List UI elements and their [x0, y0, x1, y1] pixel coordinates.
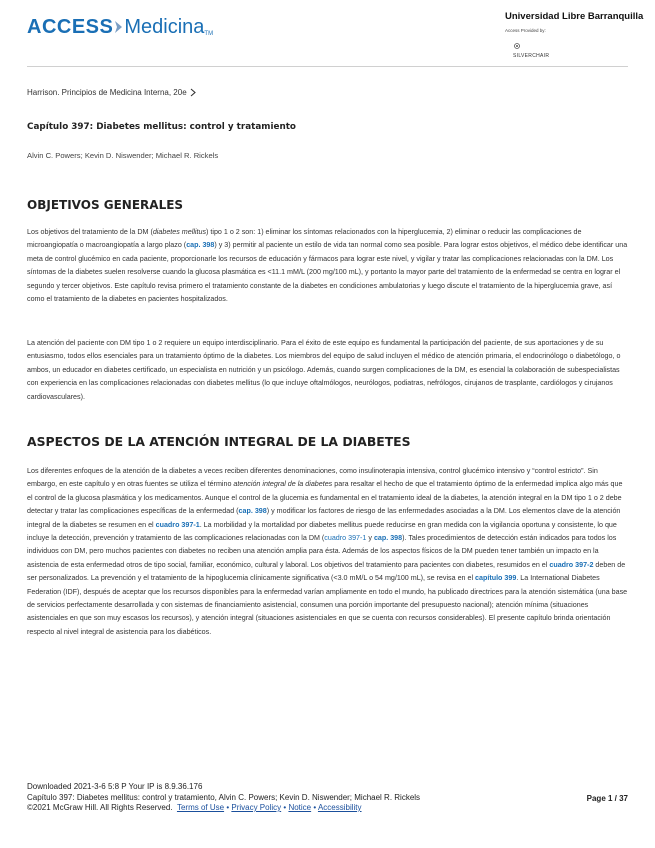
paragraph-text: ) y 3) permitir al paciente un estilo de vida tan normal como sea posible. Para lograr estos objetivos, el médico debe identificar una meta de control glucémico en cada paciente, proporcionarle los recursos de educación y fármacos para lograr este nivel, y vigilar y tratar las complicaciones relacionadas con la DM. Los síntomas de la diabetes suelen resolverse cuando la glucosa plasmática es <11.1 mM/L (200 mg/100 mL), y portanto la mayor parte del tratamiento de la enfermedad se centra en lograr el segundo y tercer objetivos. Este capítulo revisa primero el tratamiento constante de la diabetes en condiciones ambulatorias y luego discute el tratamiento de la hiperglucemia grave, así como el tratamiento de la diabetes en pacientes hospitalizados.	[27, 241, 628, 304]
cross-reference-link[interactable]: cap. 398	[373, 534, 403, 543]
paragraph-text: para resaltar el hecho de que el tratamiento óptimo de la enfermedad implica algo más que el control de la glucosa plasmática y los medicamentos. Aunque el control de la glucemia es fundamental en el tratamiento ideal de la diabetes, la atención integral en la DM tipo 1 o 2 debe detectar y tratar las complicaciones específicas de la enfermedad (	[27, 480, 623, 516]
provider-logo	[513, 34, 643, 59]
paragraph-text: deben de ser personalizados. La prevención y el tratamiento de la hipoglucemia clínicamente significativa (<3.0 mM/L o 54 mg/100 mL), se revisa en el	[27, 560, 626, 583]
page-footer	[27, 782, 628, 814]
cross-reference-link[interactable]: cuadro 397-1	[155, 520, 200, 529]
footer-separator: •	[226, 803, 230, 812]
cross-reference-link[interactable]: cuadro 397-2	[549, 560, 594, 569]
access-provided-by: Access Provided by:	[505, 28, 546, 33]
logo-access-text: ACCESS	[27, 15, 114, 38]
paragraph-text: . La morbilidad y la mortalidad por diabetes mellitus puede reducirse en gran medida con la vigilancia oportuna y consistente, lo que incluye la detección, prevención y tratamiento de las complicaciones relacionadas con la DM (	[27, 520, 617, 543]
italic-term: atención integral de la diabetes	[233, 480, 333, 489]
paragraph-text: ). Tales procedimientos de detección están indicados para todos los individuos con DM, pero muchos pacientes con diabetes no reciben una atención amplia para ésta. Además de los aspectos físicos de la DM pueden tener también un impacto en la asistencia de esta enfermedad otros de tipo social, familiar, económico, cultural y laboral. Los objetivos del tratamiento para pacientes con diabetes, resumidos en el	[27, 534, 617, 569]
download-info: Downloaded 2021-3-6 5:8 P Your IP is 8.9.36.176	[27, 782, 203, 791]
chapter-authors: Alvin C. Powers; Kevin D. Niswender; Michael R. Rickels	[27, 151, 219, 160]
accessmedicina-logo[interactable]	[27, 12, 213, 42]
paragraph-text: . La International Diabetes Federation (IDF), después de aceptar que los recursos disponibles para la enfermedad varían ampliamente en todo el mundo, ha publicado directrices para la atención sistemática (una base de servicios perfectamente desarrollada y con sistemas de financiamiento asistencial, consumen una porción importante del presupuesto nacional); atención mínima (situaciones asistenciales en que son muy escasos los recursos), y atención integral (situaciones asistenciales en que se cuenta con recursos considerables). El presente capítulo brinda orientación respecto al nivel integral de asistencia para los diabéticos.	[27, 574, 628, 636]
page-number: Page 1 / 37	[586, 794, 628, 803]
paragraph-text: y	[366, 534, 374, 543]
copyright-text: ©2021 McGraw Hill. All Rights Reserved.	[27, 803, 173, 812]
breadcrumb-book-title[interactable]: Harrison. Principios de Medicina Interna, 20e	[27, 88, 187, 97]
provider-emblem-icon	[513, 43, 521, 49]
logo-medicina-text: Medicina	[124, 15, 205, 38]
paragraph-aspectos-1	[27, 465, 628, 639]
privacy-policy-link[interactable]: Privacy Policy	[231, 803, 282, 812]
paragraph-text: ) tipo 1 o 2 son: 1) eliminar los síntomas relacionados con la hiperglucemia, 2) eliminar o reducir las complicaciones de microangiopatía o macroangiopatía a largo plazo (	[27, 228, 582, 250]
paragraph-text: Los diferentes enfoques de la atención de la diabetes a veces reciben diferentes denominaciones, como insulinoterapia intensiva, control glucémico intensivo y “control estricto”. Sin embargo, en este capítulo y en otras fuentes se utiliza el término	[27, 467, 598, 489]
paragraph-text: ) y modificar los factores de riesgo de las enfermedades asociadas a la DM. Los elementos clave de la atención integral de la diabetes se resumen en el	[27, 507, 621, 529]
section-heading-objetivos: OBJETIVOS GENERALES	[27, 198, 184, 212]
citation-line: Capítulo 397: Diabetes mellitus: control y tratamiento, Alvin C. Powers; Kevin D. Niswender; Michael R. Rickels	[27, 792, 421, 802]
section-heading-aspectos: ASPECTOS DE LA ATENCIÓN INTEGRAL DE LA DIABETES	[27, 434, 411, 449]
notice-link[interactable]: Notice	[288, 803, 312, 812]
cross-reference-link[interactable]: cap. 398	[238, 507, 267, 516]
chapter-title: Capítulo 397: Diabetes mellitus: control y tratamiento	[27, 122, 296, 132]
cross-reference-link[interactable]: capítulo 399	[475, 574, 517, 583]
provider-logo-text: SILVERCHAIR	[513, 53, 550, 59]
cross-reference-link[interactable]: cap. 398	[186, 241, 215, 250]
logo-trademark: TM	[204, 31, 214, 37]
institution-name: Universidad Libre Barranquilla	[505, 11, 644, 22]
terms-of-use-link[interactable]: Terms of Use	[176, 803, 225, 812]
paragraph-objetivos-1	[27, 226, 628, 306]
chevron-right-icon	[190, 88, 196, 97]
institution-block	[505, 11, 643, 59]
breadcrumb[interactable]	[27, 88, 196, 97]
paragraph-objetivos-2	[27, 337, 628, 404]
logo-arrow-icon	[114, 20, 123, 34]
header-divider	[27, 66, 628, 67]
accessibility-link[interactable]: Accessibility	[317, 803, 362, 812]
paragraph-text: La atención del paciente con DM tipo 1 o 2 requiere un equipo interdisciplinario. Para el éxito de este equipo es fundamental la participación del paciente, de sus aportaciones y de su entusiasmo, todos ellos esenciales para un tratamiento óptimo de la diabetes. Los miembros del equipo de salud incluyen el médico de atención primaria, el endocrinólogo o diabetólogo, o ambos, un educador en diabetes certificado, un especialista en nutrición y un psicólogo. Además, cuando surgen complicaciones de la DM, es esencial la colaboración de subespecialistas con experiencia en las complicaciones relacionadas con diabetes mellitus (lo que incluye oftalmólogos, neurólogos, podiatras, nefrólogos, cirujanos de trasplante, cardiólogos y cirujanos cardiovasculares).	[27, 339, 621, 401]
footer-separator: •	[313, 803, 317, 812]
footer-separator: •	[283, 803, 287, 812]
copyright-line	[27, 803, 628, 814]
cross-reference-link[interactable]: cuadro 397-1	[324, 534, 367, 543]
paragraph-text: Los objetivos del tratamiento de la DM (	[27, 228, 153, 236]
italic-term: diabetes mellitus	[152, 228, 207, 236]
